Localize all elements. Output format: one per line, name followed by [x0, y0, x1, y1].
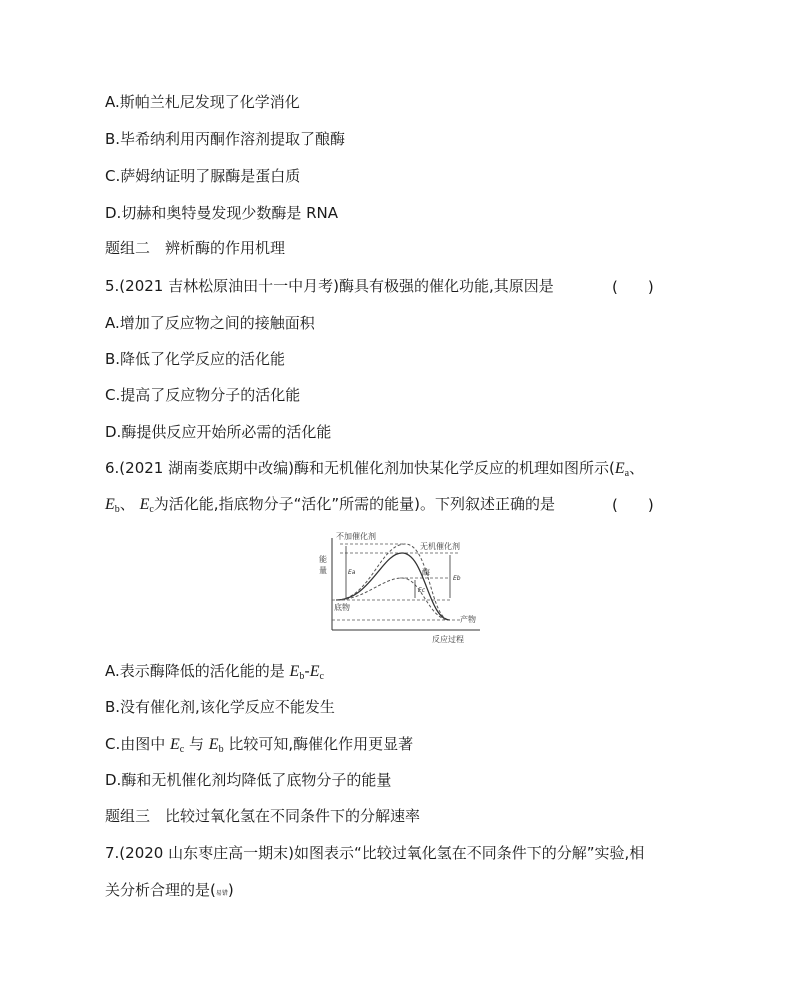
label-product: 产物	[460, 615, 476, 624]
q6-stem-line2	[105, 494, 555, 520]
q5-answer-paren: ( )	[612, 278, 654, 296]
q5-stem: 5.(2021 吉林松原油田十一中月考)酶具有极强的催化功能,其原因是	[105, 277, 554, 295]
label-inorganic: 无机催化剂	[420, 542, 460, 551]
label-substrate: 底物	[334, 603, 350, 612]
group3-heading: 题组三 比较过氧化氢在不同条件下的分解速率	[105, 807, 421, 825]
label-no-catalyst: 不加催化剂	[336, 532, 376, 541]
label-enzyme: 酶	[422, 568, 430, 577]
label-energy-2: 量	[319, 566, 327, 575]
q6-eb: $E_b$	[105, 496, 120, 515]
curve-enzyme	[336, 578, 450, 620]
q6-option-b: B.没有催化剂,该化学反应不能发生	[105, 698, 335, 716]
q4-option-b: B.毕希纳利用丙酮作溶剂提取了酿酶	[105, 130, 346, 148]
label-ec: Ec	[418, 587, 426, 594]
q4-option-c: C.萨姆纳证明了脲酶是蛋白质	[105, 167, 301, 185]
label-eb: Eb	[453, 575, 461, 582]
q6-ea: $E_a$	[614, 460, 630, 479]
q6-answer-paren: ( )	[612, 496, 654, 514]
q6-a-ec: $E_c$	[309, 663, 324, 682]
q7-tiny-label: 易错	[215, 890, 228, 897]
q6-ec: $E_c$	[139, 496, 154, 515]
q5-option-d: D.酶提供反应开始所必需的活化能	[105, 423, 332, 441]
q5-option-c: C.提高了反应物分子的活化能	[105, 386, 301, 404]
q6-a-eb: $E_b$	[289, 663, 305, 682]
q6-stem-suffix: 为活化能,指底物分子“活化”所需的能量)。下列叙述正确的是	[153, 495, 555, 513]
q5-option-b: B.降低了化学反应的活化能	[105, 350, 286, 368]
q6-c-eb: $E_b$	[208, 736, 224, 755]
label-ea: Ea	[348, 569, 356, 576]
q6-c-ec: $E_c$	[170, 736, 185, 755]
q5-option-a: A.增加了反应物之间的接触面积	[105, 314, 315, 332]
q6-stem-prefix: 6.(2021 湖南娄底期中改编)酶和无机催化剂加快某化学反应的机理如图所示(	[105, 459, 615, 477]
group2-heading: 题组二 辨析酶的作用机理	[105, 239, 286, 257]
q6-option-d: D.酶和无机催化剂均降低了底物分子的能量	[105, 771, 392, 789]
label-process: 反应过程	[432, 635, 464, 644]
q6-sep: 、	[629, 459, 645, 477]
q6-option-a: A.表示酶降低的活化能的是 $E_b-E_c$	[105, 662, 324, 682]
q6-option-c: C.由图中 $E_c$ 与 $E_b$ 比较可知,酶催化作用更显著	[105, 735, 414, 755]
q7-stem-line2: 关分析合理的是(易错)	[105, 881, 234, 899]
energy-diagram	[310, 532, 510, 648]
q7-stem-line1: 7.(2020 山东枣庄高一期末)如图表示“比较过氧化氢在不同条件下的分解”实验,相	[105, 844, 645, 862]
q6-stem-line1	[105, 458, 644, 484]
q4-option-a: A.斯帕兰札尼发现了化学消化	[105, 93, 300, 111]
label-energy-1: 能	[319, 555, 327, 564]
q6-sep2: 、	[119, 495, 140, 513]
q4-option-d: D.切赫和奥特曼发现少数酶是 RNA	[105, 204, 338, 222]
